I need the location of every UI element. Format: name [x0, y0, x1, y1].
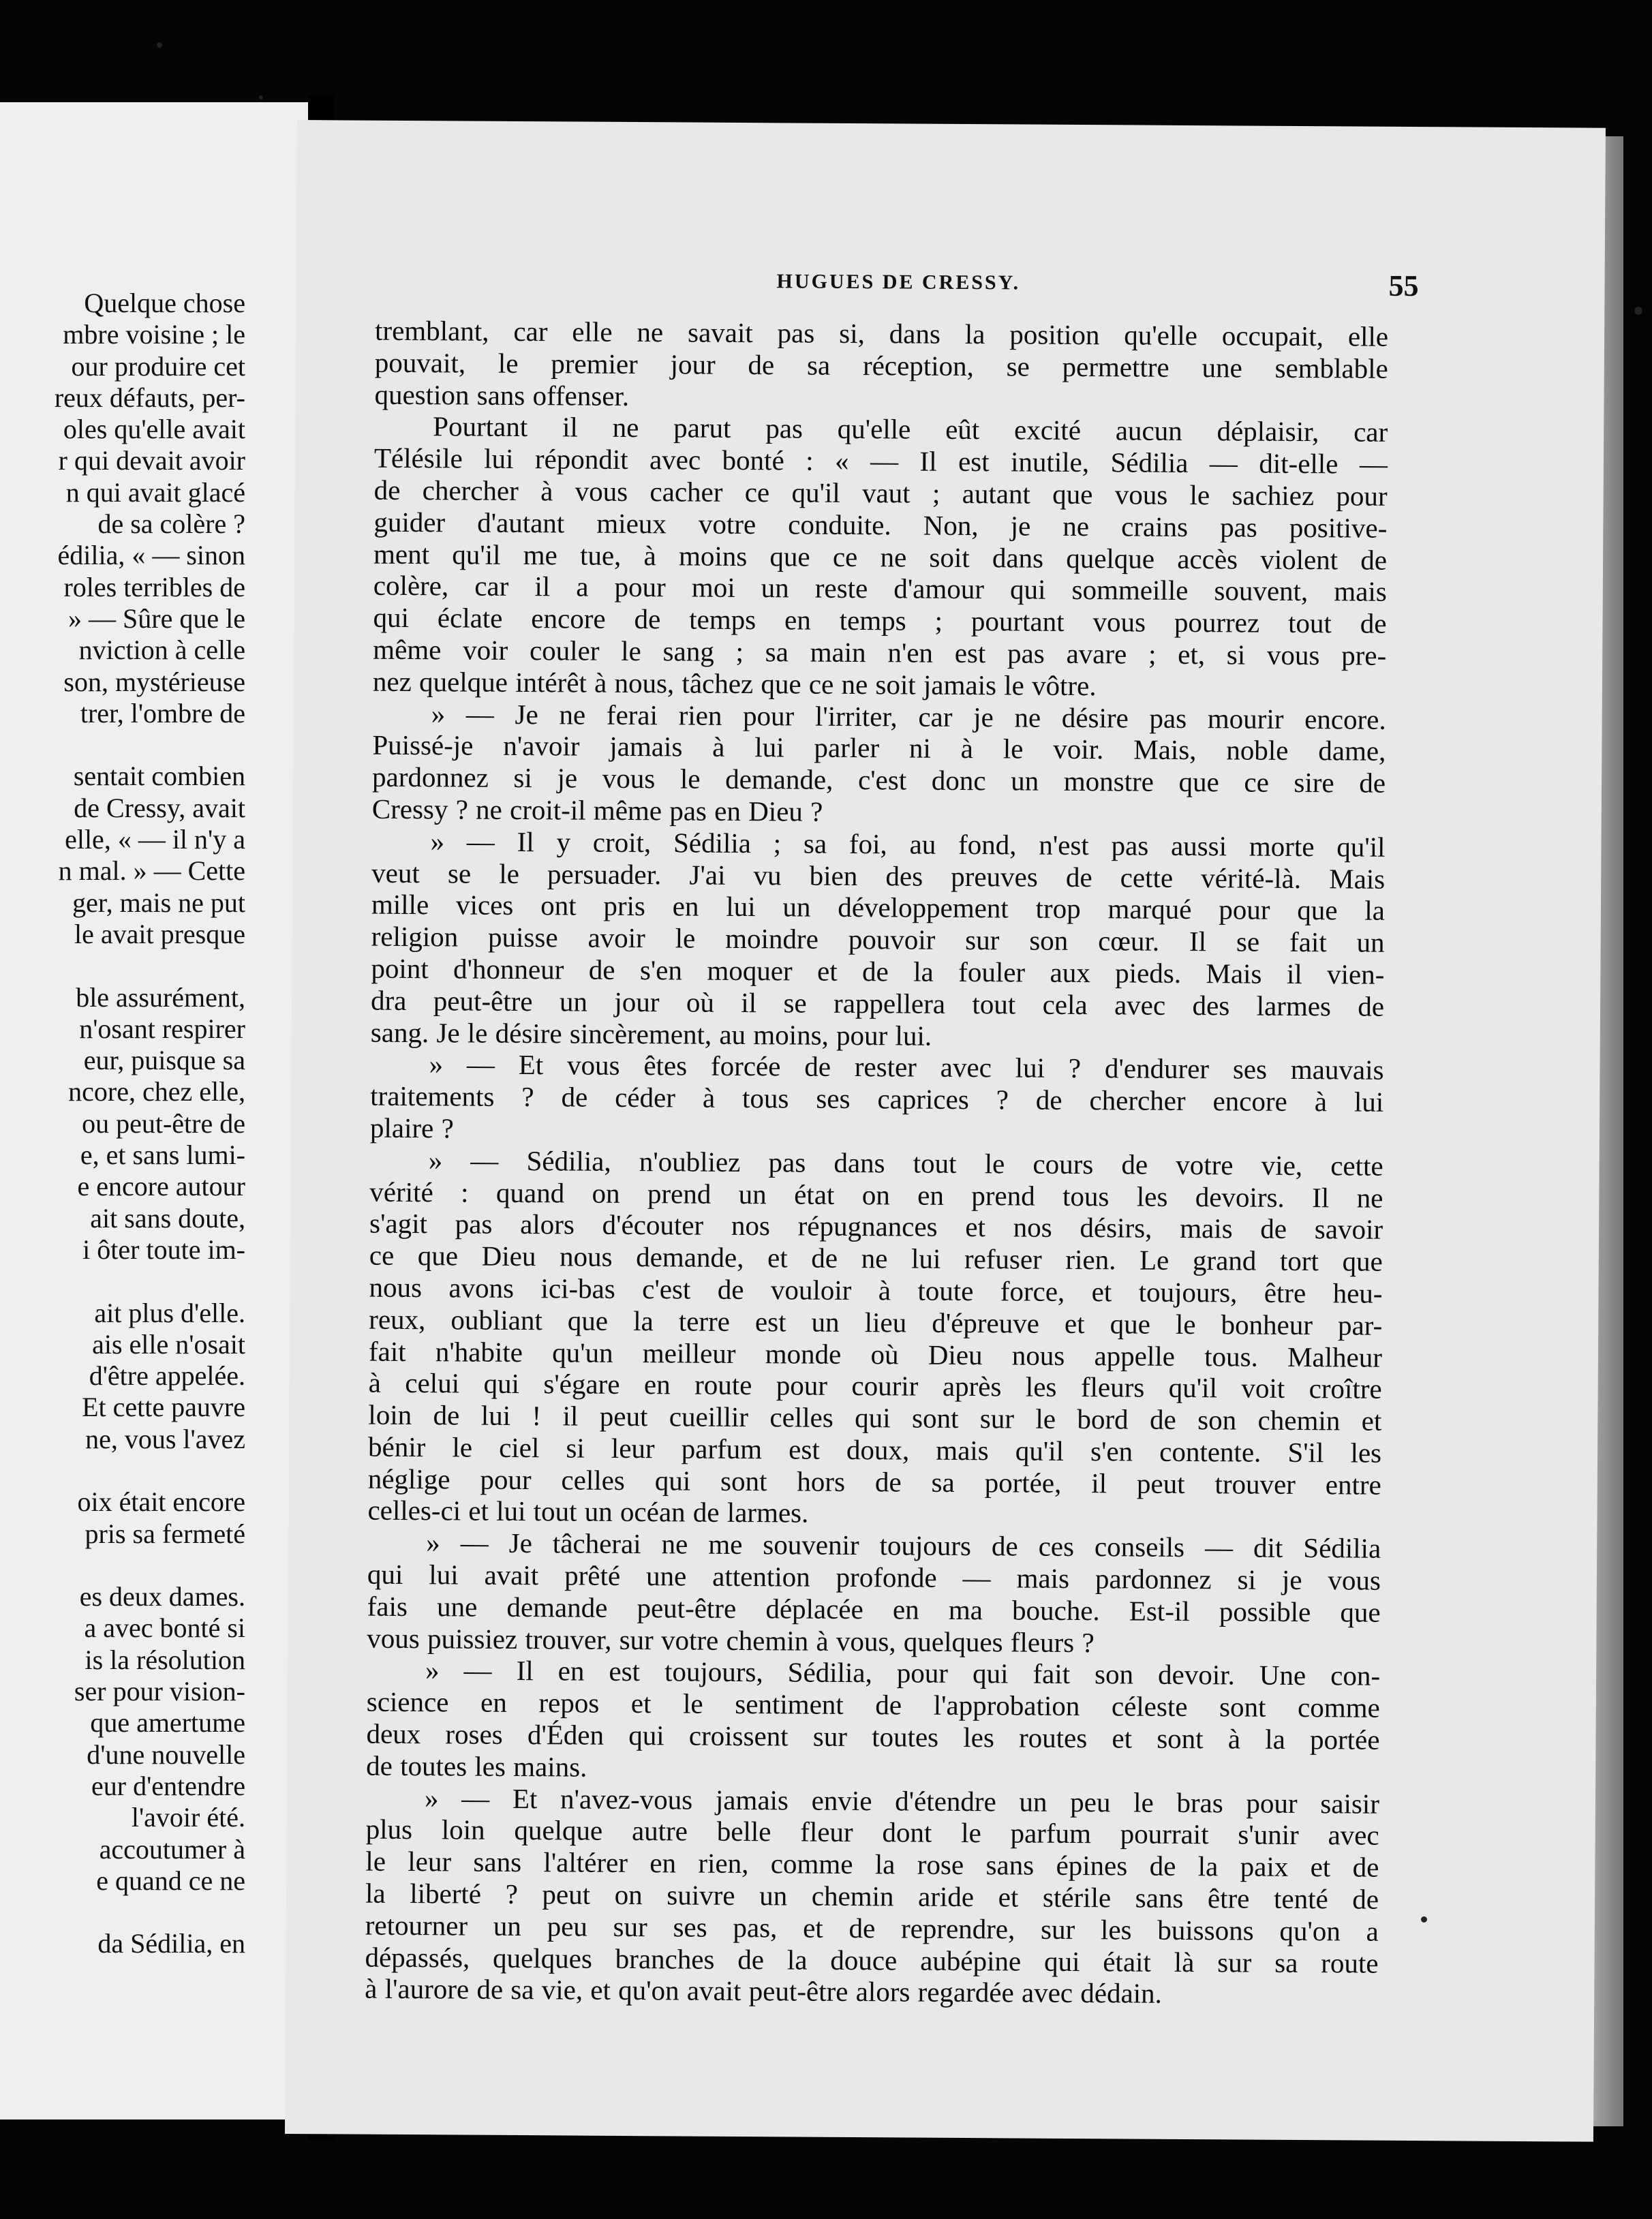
left-page-line: e encore autour	[77, 1171, 245, 1202]
left-page-text	[0, 288, 245, 1960]
left-page-line: son, mystérieuse	[63, 666, 245, 697]
left-page-line: que amertume	[90, 1707, 245, 1739]
left-page-line: d'être appelée.	[89, 1360, 245, 1392]
body-line: qui éclate encore de temps en temps ; pourtant vous pourrez tout de	[373, 601, 1387, 639]
body-line: dépassés, quelques branches de la douce aubépine qui était là sur sa route	[365, 1941, 1379, 1979]
left-page-line: ser pour vision-	[74, 1676, 245, 1707]
body-line: » — Sédilia, n'oubliez pas dans tout le cours de votre vie, cette	[428, 1144, 1383, 1182]
left-page-line: oles qu'elle avait	[63, 414, 245, 445]
body-line: pardonnez si je vous le demande, c'est donc un monstre que ce sire de	[371, 761, 1386, 799]
body-line: » — Je tâcherai ne me souvenir toujours de ces conseils — dit Sédilia	[426, 1527, 1381, 1565]
body-line: traitements ? de céder à tous ses caprices ? de chercher encore à lui	[370, 1080, 1384, 1118]
body-line: à l'aurore de sa vie, et qu'on avait peut-être alors regardée avec dédain.	[365, 1973, 1163, 2010]
left-page-line	[0, 1550, 245, 1581]
left-page-line: eur d'entendre	[91, 1770, 245, 1801]
body-line: même voir couler le sang ; sa main n'en est pas avare ; et, si vous pre-	[373, 633, 1387, 671]
left-page-line: n'osant respirer	[79, 1013, 245, 1044]
body-line: celles-ci et lui tout un océan de larmes.	[367, 1495, 809, 1529]
ink-speck	[1634, 307, 1642, 315]
body-line: Cressy ? ne croit-il même pas en Dieu ?	[371, 793, 823, 827]
left-page-line: reux défauts, per-	[54, 382, 245, 413]
left-page-line: oix était encore	[77, 1486, 245, 1518]
left-page-line: accoutumer à	[99, 1833, 245, 1865]
left-page-line: de Cressy, avait	[74, 792, 245, 823]
left-page-line: r qui devait avoir	[58, 445, 245, 476]
ink-speck	[1421, 1916, 1427, 1923]
body-line: néglige pour celles qui sont hors de sa portée, il peut trouver entre	[367, 1463, 1381, 1501]
left-page-line: es deux dames.	[79, 1581, 245, 1612]
body-line: de toutes les mains.	[366, 1749, 587, 1783]
left-page-line: Et cette pauvre	[82, 1392, 245, 1423]
left-page-line: de sa colère ?	[97, 508, 245, 540]
body-line: dra peut-être un jour où il se rappellera tout cela avec des larmes de	[370, 984, 1385, 1022]
left-page-line: ger, mais ne put	[72, 887, 245, 918]
left-page-line: a avec bonté si	[84, 1612, 245, 1644]
body-line: la liberté ? peut on suivre un chemin aride et stérile sans être tenté de	[365, 1877, 1379, 1915]
body-line: bénir le ciel si leur parfum est doux, mais qu'il s'en contente. S'il les	[367, 1430, 1382, 1469]
running-head	[296, 267, 1604, 312]
left-page-line: ou peut-être de	[82, 1107, 245, 1139]
left-page-line: pris sa fermeté	[85, 1518, 245, 1549]
left-page-line: our produire cet	[71, 350, 245, 382]
body-line: colère, car il a pour moi un reste d'amour qui sommeille souvent, mais	[373, 570, 1387, 608]
body-line: qui lui avait prêté une attention profonde — mais pardonnez si je vous	[367, 1558, 1381, 1596]
body-line: ment qu'il me tue, à moins que ce ne soit dans quelque accès violent de	[373, 538, 1388, 576]
left-page	[0, 102, 308, 2119]
body-line: veut se le persuader. J'ai vu bien des preuves de cette vérité-là. Mais	[371, 857, 1386, 895]
body-line: reux, oubliant que la terre est un lieu d'épreuve et que le bonheur par-	[369, 1303, 1383, 1341]
left-page-line: n mal. » — Cette	[58, 855, 245, 887]
left-page-line: n qui avait glacé	[65, 476, 245, 508]
body-line: tremblant, car elle ne savait pas si, dans la position qu'elle occupait, elle	[374, 314, 1389, 352]
body-line: » — Et n'avez-vous jamais envie d'étendre un peu le bras pour saisir	[424, 1781, 1380, 1820]
body-line: question sans offenser.	[374, 378, 630, 412]
left-page-line: sentait combien	[73, 761, 245, 792]
body-text	[365, 315, 1388, 2011]
left-page-line: da Sédilia, en	[97, 1928, 245, 1959]
left-page-line: is la résolution	[85, 1644, 245, 1675]
left-page-line: eur, puisque sa	[83, 1045, 245, 1076]
body-line: pouvait, le premier jour de sa réception, se permettre une semblable	[374, 346, 1388, 384]
body-line: nez quelque intérêt à nous, tâchez que ce ne soit jamais le vôtre.	[372, 665, 1097, 701]
left-page-line: i ôter toute im-	[82, 1234, 245, 1265]
ink-speck	[259, 95, 263, 100]
body-line: vérité : quand on prend un état on en prend tous les devoirs. Il ne	[369, 1176, 1383, 1214]
body-line: science en repos et le sentiment de l'approbation céleste sont comme	[366, 1685, 1380, 1724]
body-line: plaire ?	[369, 1112, 454, 1144]
body-line: retourner un peu sur ses pas, et de reprendre, sur les buissons qu'on a	[365, 1909, 1379, 1947]
page-number: 55	[1388, 269, 1419, 303]
body-line: mille vices ont pris en lui un développement trop marqué pour que la	[371, 889, 1386, 927]
left-page-line: mbre voisine ; le	[63, 319, 245, 350]
body-line: deux roses d'Éden qui croissent sur toutes les routes et sont à la portée	[366, 1717, 1380, 1756]
right-page	[285, 120, 1606, 2142]
body-line: vous puissiez trouver, sur votre chemin à vous, quelques fleurs ?	[367, 1622, 1095, 1658]
body-line: Puissé-je n'avoir jamais à lui parler ni à le voir. Mais, noble dame,	[372, 729, 1386, 767]
body-line: ce que Dieu nous demande, et de ne lui refuser rien. Le grand tort que	[369, 1239, 1383, 1277]
body-line: Pourtant il ne parut pas qu'elle eût excité aucun déplaisir, car	[433, 410, 1388, 448]
body-line: de chercher à vous cacher ce qu'il vaut ; autant que vous le sachiez pour	[373, 474, 1388, 512]
left-page-line: ncore, chez elle,	[68, 1076, 245, 1107]
left-page-line: ble assurément,	[76, 981, 245, 1013]
left-page-line: roles terribles de	[63, 571, 245, 602]
left-page-line	[0, 729, 245, 761]
left-page-line: ait plus d'elle.	[94, 1297, 245, 1328]
body-line: » — Il en est toujours, Sédilia, pour qui fait son devoir. Une con-	[425, 1654, 1381, 1692]
left-page-line: elle, « — il n'y a	[65, 824, 245, 855]
body-line: plus loin quelque autre belle fleur dont le parfum pourrait s'unir avec	[365, 1814, 1379, 1852]
left-page-line	[0, 1897, 245, 1928]
left-page-line: » — Sûre que le	[68, 602, 245, 634]
left-page-line	[0, 1455, 245, 1486]
left-page-line: e quand ce ne	[96, 1865, 245, 1896]
body-line: religion puisse avoir le moindre pouvoir sur son cœur. Il se fait un	[371, 920, 1385, 958]
left-page-line: ais elle n'osait	[92, 1328, 245, 1360]
left-page-line: ait sans doute,	[90, 1202, 245, 1234]
left-page-line	[0, 950, 245, 981]
left-page-line: e, et sans lumi-	[80, 1139, 245, 1171]
body-line: loin de lui ! il peut cueillir celles qui sont sur le bord de son chemin et	[368, 1398, 1382, 1437]
left-page-line: le avait presque	[74, 918, 245, 949]
body-line: s'agit pas alors d'écouter nos répugnances et nos désirs, mais de savoir	[369, 1207, 1383, 1246]
body-line: point d'honneur de s'en moquer et de la fouler aux pieds. Mais il vien-	[371, 952, 1385, 990]
left-page-line: trer, l'ombre de	[80, 697, 245, 729]
left-page-line: Quelque chose	[84, 288, 245, 318]
left-page-line: nviction à celle	[78, 634, 245, 666]
running-head-title: HUGUES DE CRESSY.	[776, 270, 1021, 294]
body-line: nous avons ici-bas c'est de vouloir à toute force, et toujours, être heu-	[369, 1271, 1383, 1309]
left-page-line: édilia, « — sinon	[57, 540, 245, 571]
body-line: » — Je ne ferai rien pour l'irriter, car je ne désire pas mourir encore.	[431, 697, 1386, 735]
left-page-line: l'avoir été.	[131, 1802, 245, 1833]
body-line: à celui qui s'égare en route pour courir après les fleurs qu'il voit croître	[368, 1366, 1382, 1405]
body-line: » — Il y croit, Sédilia ; sa foi, au fond, n'est pas aussi morte qu'il	[430, 825, 1386, 863]
body-line: guider d'autant mieux votre conduite. Non, je ne crains pas positive-	[373, 506, 1388, 544]
left-page-line: ne, vous l'avez	[85, 1423, 245, 1454]
body-line: Télésile lui répondit avec bonté : « — Il est inutile, Sédilia — dit-elle —	[373, 442, 1388, 480]
body-line: fais une demande peut-être déplacée en ma bouche. Est-il possible que	[367, 1590, 1381, 1628]
left-page-line: d'une nouvelle	[87, 1739, 245, 1770]
body-line: fait n'habite qu'un meilleur monde où Dieu nous appelle tous. Malheur	[368, 1335, 1383, 1373]
body-line: » — Et vous êtes forcée de rester avec lui ? d'endurer ses mauvais	[429, 1048, 1384, 1086]
body-line: le leur sans l'altérer en rien, comme la rose sans épines de la paix et de	[365, 1845, 1379, 1883]
body-line: sang. Je le désire sincèrement, au moins, pour lui.	[370, 1016, 932, 1052]
ink-speck	[157, 42, 162, 48]
left-page-line	[0, 1266, 245, 1297]
